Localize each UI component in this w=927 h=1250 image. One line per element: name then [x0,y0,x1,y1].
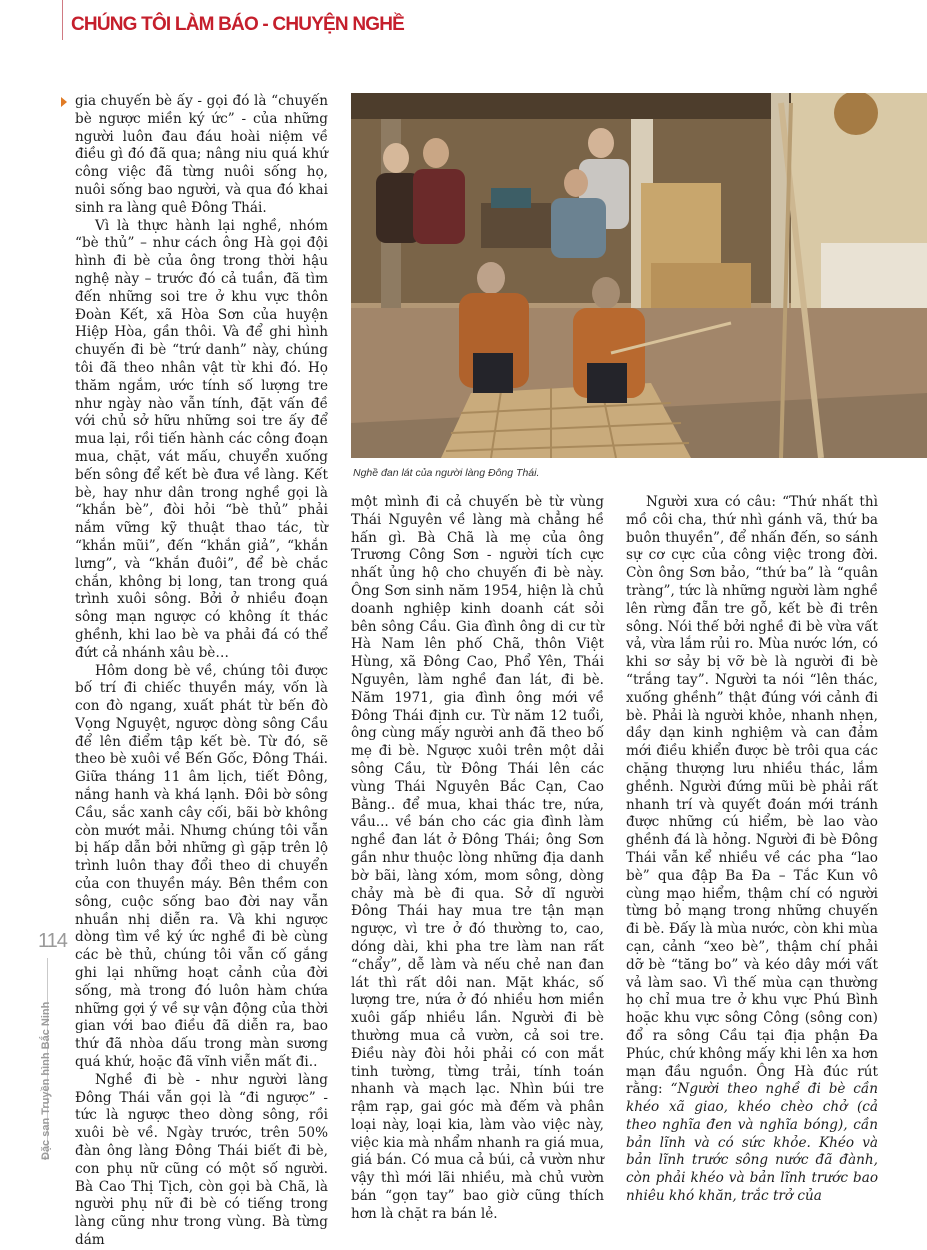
paragraph [626,494,878,1206]
paragraph: Nghề đi bè - như người làng Đông Thái vẫn gọi là “đi ngược” - tức là ngược theo dòng sông, rồi xuôi bè về. Ngày trước, trên 50% đàn ông làng Đông Thái biết đi bè, con phụ nữ cũng có một số người. Bà Cao Thị Tịch, còn gọi bà Chã, là người phụ nữ đi bè có tiếng trong làng cũng như trong vùng. Bà từng dám [75,1071,328,1248]
text-column-1 [75,93,328,1250]
article-photo [351,93,927,458]
continuation-arrow-icon [61,97,67,107]
paragraph: một mình đi cả chuyến bè từ vùng Thái Nguyên về làng mà chẳng hề hấn gì. Bà Chã là mẹ của ông Trương Công Sơn - người tích cực nhất ủng hộ cho chuyến đi bè này. Ông Sơn sinh năm 1954, hiện là chủ doanh nghiệp kinh doanh cát sỏi bên sông Cầu. Gia đình ông di cư từ Hà Nam lên phố Chã, thôn Việt Hùng, xã Đông Cao, Phổ Yên, Thái Nguyên, làm nghề đan lát, đi bè. Năm 1971, gia đình ông mới về Đông Thái định cư. Từ năm 12 tuổi, ông cùng mấy người anh đã theo bố mẹ đi bè. Ngược xuôi trên một dải sông Cầu, từ Đông Thái lên các vùng Thái Nguyên Bắc Cạn, Cao Bằng.. để mua, khai thác tre, nứa, vầu... về bán cho các gia đình làm nghề đan lát ở Đông Thái; ông Sơn gần như thuộc lòng những địa danh bờ bãi, làng xóm, mom sông, dòng chảy mà bè đi qua. Sở dĩ người Đông Thái hay mua tre tận mạn ngược, vì tre ở đó thường to, cao, dóng dài, khi pha tre làm nan rất “chẩy”, dễ làm và nếu chẻ nan đan lát thì rất dôi nan. Mặt khác, số lượng tre, nứa ở đó nhiều hơn miền xuôi gấp nhiều lần. Người đi bè thường mua cả vườn, cả soi tre. Điều này đòi hỏi phải có con mắt tinh tường, từng trải, tính toán nhanh và mạch lạc. Nhìn búi tre rậm rạp, gai góc mà đếm và phân loại này, loại kia, làm vào việc này, việc kia mà nhẩm nhanh ra giá mua, giá bán. Có mua cả búi, cả vườn như vậy thì mới lãi nhiều, mà chủ vườn bán “gọn tay” bao giờ cũng thích hơn là chặt ra bán lẻ. [351,494,604,1222]
page-number: 114 [38,930,67,952]
section-title: CHÚNG TÔI LÀM BÁO - CHUYỆN NGHỀ [71,14,405,35]
paragraph: Hôm dong bè về, chúng tôi được bố trí đi chiếc thuyền máy, vốn là con đò ngang, xuất phát từ bến đò Vọng Nguyệt, ngược dòng sông Cầu để lên điểm tập kết bè. Từ đó, sẽ theo bè xuôi về Bến Gốc, Đông Thái. Giữa tháng 11 âm lịch, tiết Đông, nắng hanh và khá lạnh. Đôi bờ sông Cầu, sắc xanh cây cối, bãi bờ không còn mướt mải. Nhưng chúng tôi vẫn bị hấp dẫn bởi những gì gặp trên lộ trình luôn thay đổi theo di chuyển của con thuyền máy. Bên thềm con sông, cuộc sống bao đời nay vẫn nhuần nhị diễn ra. Và khi ngược dòng tìm về ký ức nghề đi bè cùng các bè thủ, chúng tôi vẫn cố gắng ghi lại những hoạt cảnh của đời sống, mà trong đó luôn hàm chứa những gợi ý về sự vận động của thời gian với bao điều đã diễn ra, bao thứ đã nhòa dấu trong màn sương quá khứ, hoặc đã vĩnh viễn mất đi.. [75,662,328,1071]
publication-label: Đặc san Truyền hình Bắc Ninh [40,1001,52,1160]
photo-basket-weaving-icon [351,93,927,458]
quote-text: “Người theo nghề đi bè cần khéo xã giao, khéo chèo chở (cả theo nghĩa đen và nghĩa bóng), cần bản lĩnh và có sức khỏe. Khéo và bản lĩnh trước sông nước đã đành, còn phải khéo và bản lĩnh trước bao nhiêu khó khăn, trắc trở của [626,1081,878,1205]
paragraph-text: gia chuyến bè ấy - gọi đó là “chuyến bè ngược miền ký ức” - của những người luôn đau đáu hoài niệm về điều gì đó đã qua; nâng niu quá khứ công việc đã từng nuôi sống họ, nuôi sống bao người, và qua đó khai sinh ra làng quê Đông Thái. [75,93,328,216]
paragraph [75,93,328,218]
text-column-2 [351,494,604,1224]
paragraph: Vì là thực hành lại nghề, nhóm “bè thủ” – như cách ông Hà gọi đội hình đi bè của ông trong thời hậu nghệ này – trước đó cả tuần, đã tìm đến những soi tre ở khu vực thôn Đoàn Kết, xã Hòa Sơn của huyện Hiệp Hòa, gần thôi. Và để ghi hình chuyến đi bè “trứ danh” này, chúng tôi đã theo nhân vật từ khi đó. Họ thăm ngắm, ước tính số lượng tre như ngày nào vẫn tính, đặt vấn đề với chủ sở hữu những soi tre ấy để mua lại, rồi tiến hành các công đoạn mua, chặt, vát mấu, chuyển xuống bến sông để kết bè đưa về làng. Kết bè, hay như dân trong nghề gọi là “khắn bè”, đòi hỏi “bè thủ” phải nắm vững kỹ thuật thao tác, từ “khắn mũi”, đến “khắn giả”, “khắn lưng”, và “khắn đuôi”, để bè chắc chắn, không bị long, tan trong quá trình xuôi sông. Bởi ở nhiều đoạn sông mạn ngược có không ít thác ghềnh, khi lao bè va phải đá có thể đứt cả nhánh xâu bè… [75,217,328,661]
paragraph-text: Người xưa có câu: “Thứ nhất thì mồ côi cha, thứ nhì gánh vã, thứ ba buôn thuyền”, để nhấn đến, so sánh sự cơ cực của công việc trong đời. Còn ông Sơn bảo, “thứ ba” là “quân tràng”, tức là những người làm nghề lên rừng đẵn tre gỗ, kết bè đi trên sông. Nói thế bởi nghề đi bè vừa vất vả, vừa lắm rủi ro. Mùa nước lớn, có khi sơ sảy bị vỡ bè là người đi bè “trắng tay”. Người ta nói “lên thác, xuống ghềnh” thật đúng với cảnh đi bè. Phải là người khỏe, nhanh nhẹn, dầy dạn kinh nghiệm và can đảm mới điều khiển được bè trôi qua các chặng thượng lưu nhiều thác, lắm ghềnh. Người đứng mũi bè phải rất nhanh trí và quyết đoán mới tránh được những cú hiểm, bè lao vào ghềnh đá là hỏng. Người đi bè Đông Thái vẫn kể nhiều về các pha “lao bè” qua đập Ba Đa – Tắc Kun vô cùng mạo hiểm, thậm chí có người từng bỏ mạng trong những chuyến đi bè. Đấy là mùa nước, còn khi mùa cạn, cảnh “xeo bè”, thậm chí phải dỡ bè “tăng bo” và kéo dây mới vất vả làm sao. Vì thế mùa cạn thường họ chỉ mua tre ở khu vực Phú Bình hoặc khu vực sông Công (sông con) đổ ra sông Cầu tại địa phận Đa Phúc, chứ không mấy khi lên xa hơn mạn đầu nguồn. Ông Hà đúc rút rằng: [626,494,878,1098]
text-column-3 [626,494,878,1206]
photo-caption: Nghề đan lát của người làng Đông Thái. [353,467,540,479]
page-header [62,0,927,40]
